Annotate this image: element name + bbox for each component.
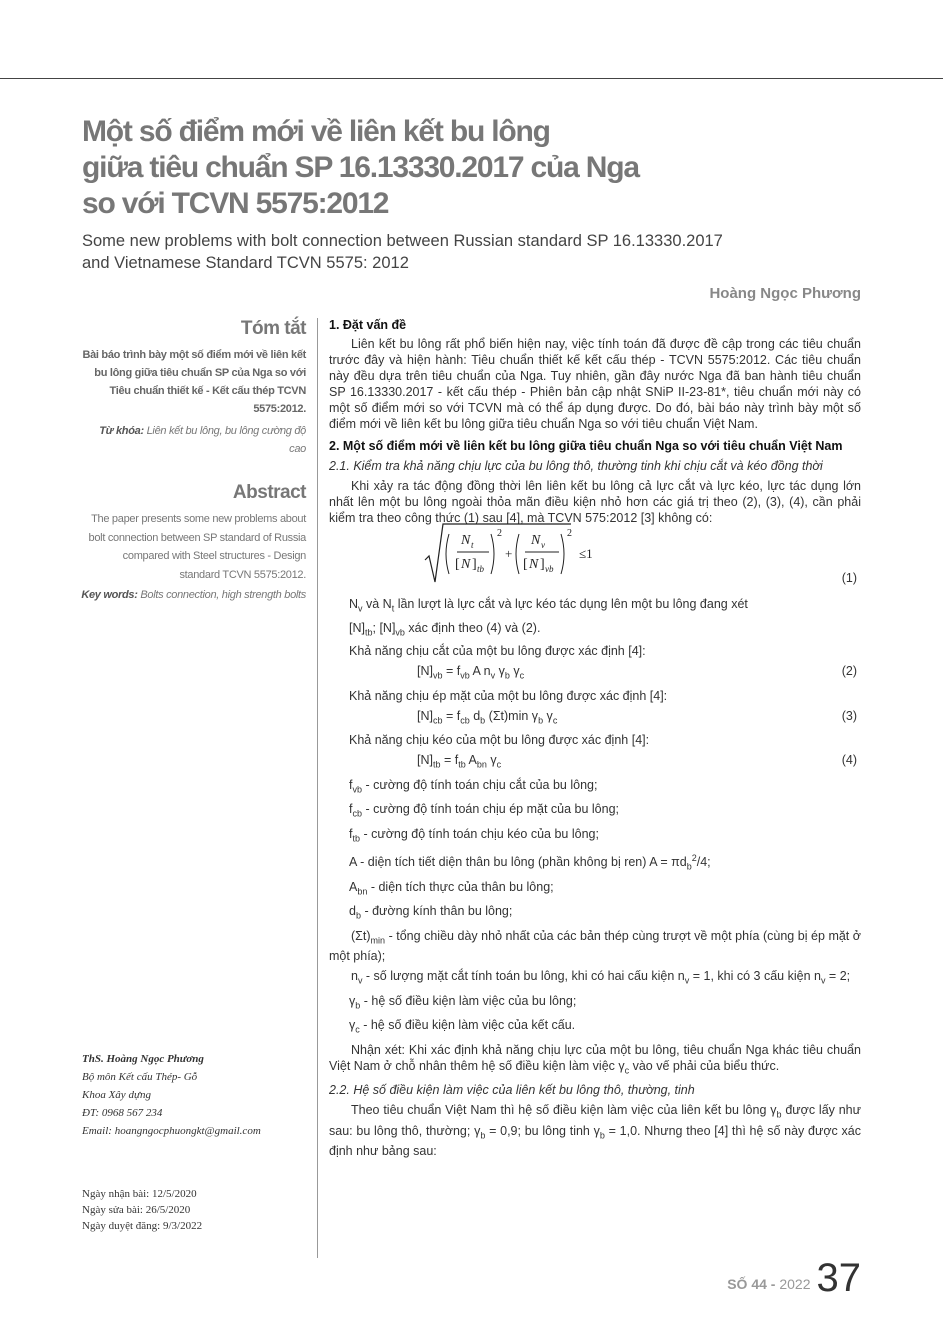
section-2-heading: 2. Một số điểm mới về liên kết bu lông giữa tiêu chuẩn Nga so với tiêu chuẩn Việt Nam [329,439,843,453]
def-fvb: $f_{vb}$ - cường độ tính toán chịu cắt của bu lông; [349,777,598,794]
svg-text:+: + [505,546,513,561]
title-line-1: Một số điểm mới về liên kết bu lông [82,115,550,148]
def-fcb: $f_{cb}$ - cường độ tính toán chịu ép mặt của bu lông; [349,802,620,819]
summary-text: Bài báo trình bày một số điểm mới về liên kết bu lông giữa tiêu chuẩn SP của Nga so với Tiêu chuẩn thiết kế - Kết cấu thép TCVN 5575:2012. [82,349,306,415]
svg-text:vb: vb [545,564,554,574]
bearing-capacity-line: Khả năng chịu ép mặt của một bu lông được xác định [4]: [349,688,668,703]
keywords-en [80,584,306,606]
equation-4-formula: $[N]_{tb} = f_{tb}$ $A_{bn}$ $\gamma_c$ [417,753,502,770]
author-info [82,1050,312,1140]
column-divider [317,318,318,1258]
title-line-2: giữa tiêu chuẩn SP 16.13330.2017 của Nga [82,151,639,184]
issue-label: SỐ 44 - 2022 [727,1276,811,1292]
abstract-text: The paper presents some new problems about bolt connection between SP standard of Russia compared with Steel structures - Design standard TCVN 5575:2012. [88,513,306,581]
subtitle-line-1: Some new problems with bolt connection between Russian standard SP 16.13330.2017 [82,232,723,250]
author-info-email: Email: hoangngocphuongkt@gmail.com [82,1125,261,1137]
svg-text:v: v [541,540,545,550]
date-received: Ngày nhận bài: 12/5/2020 [82,1188,197,1200]
svg-text:N: N [461,533,471,548]
def-ntb-nvb: $[N]_{tb}$; $[N]_{vb}$ xác định theo (4) và (2). [349,620,541,637]
equation-4-number: (4) [841,753,857,767]
equation-2-formula: $[N]_{vb} = f_{vb}$ A $n_v$ $\gamma_b$ $\gamma_c$ [417,664,525,681]
svg-text:[: [ [523,557,528,572]
keywords-vi [80,422,306,458]
article-title [82,114,882,222]
svg-text:N: N [461,557,471,572]
svg-text:2: 2 [567,528,572,539]
svg-text:[: [ [455,557,460,572]
section-2-1-heading: 2.1. Kiểm tra khả năng chịu lực của bu lông thô, thường tinh khi chịu cắt và kéo đồng thời [329,459,823,473]
keywords-en-text: Bolts connection, high strength bolts [140,589,306,601]
def-nv-nt: $N_v$ và $N_t$ lần lượt là lực cắt và lực kéo tác dụng lên một bu lông đang xét [349,597,748,614]
equation-1-number: (1) [841,571,857,585]
section-2-2-heading: 2.2. Hệ số điều kiện làm việc của liên kết bu lông thô, thường, tinh [329,1083,695,1098]
equation-1 [329,526,861,596]
equation-3-number: (3) [841,708,857,723]
equation-1-formula [421,522,621,586]
section-1-heading: 1. Đặt vấn đề [329,318,407,332]
abstract-heading: Abstract [232,482,306,503]
section-1-paragraph: Liên kết bu lông rất phổ biến hiện nay, việc tính toán đã được đề cập trong các tiêu chuẩn trước đây và hiện hành: Tiêu chuẩn thiết kế kết cấu thép - TCVN 5575:2012. Các tiêu chuẩn này đều dựa trên tiêu chuẩn của Nga. Tuy nhiên, gần đây nước Nga đã ban hành tiêu chuẩn SP 16.13330.2017 - kết cấu thép - Phiên bản cập nhật SNiP II-23-81*, tiêu chuẩn mới này có một số điểm mới so với TCVN mà có thể áp dụng được. Do đó, bài báo này trình bày một số điểm mới về liên kết bu lông giữa tiêu chuẩn Nga so với tiêu chuẩn Việt Nam. [329,337,861,431]
svg-text:2: 2 [497,528,502,539]
svg-text:tb: tb [477,564,485,574]
title-line-3: so với TCVN 5575:2012 [82,187,389,220]
shear-capacity-line: Khả năng chịu cắt của một bu lông được xác định [4]: [349,644,646,658]
date-accepted: Ngày duyệt đăng: 9/3/2022 [82,1220,203,1232]
article-dates [82,1186,202,1234]
def-nv: $n_v$ - số lượng mặt cắt tính toán bu lông, khi có hai cấu kiện $n_v = 1$, khi có 3 cấu kiện $n_v = 2$; [351,969,851,986]
author-info-phone: ĐT: 0968 567 234 [82,1107,163,1119]
svg-text:N: N [531,533,541,548]
tension-capacity-line: Khả năng chịu kéo của một bu lông được xác định [4]: [349,733,650,747]
def-abn: $A_{bn}$ - diện tích thực của thân bu lông; [349,879,554,897]
english-subtitle [82,230,882,274]
def-ftb: $f_{tb}$ - cường độ tính toán chịu kéo của bu lông; [349,826,599,843]
date-revised: Ngày sửa bài: 26/5/2020 [82,1204,191,1216]
sidebar [80,318,306,606]
def-a: A - diện tích tiết diện thân bu lông (phần không bị ren) $A = \pi d_b^2/4$; [349,853,711,872]
equation-3 [329,708,861,729]
def-yc: $\gamma_c$ - hệ số điều kiện làm việc của kết cấu. [349,1018,576,1035]
svg-text:]: ] [540,557,545,572]
equation-2-number: (2) [841,664,857,678]
equation-4 [329,752,861,773]
def-sumt: $(\Sigma t)_{min}$ - tổng chiều dày nhỏ nhất của các bản thép cùng trượt về một phía (cùng bị ép mặt ở một phía); [329,928,861,964]
page-footer [727,1258,861,1298]
top-rule [0,78,943,79]
author-info-dept: Bộ môn Kết cấu Thép- Gỗ [82,1071,198,1083]
summary-heading: Tóm tắt [240,318,306,339]
def-db: $d_b$ - đường kính thân bu lông; [349,904,513,921]
keywords-vi-text: Liên kết bu lông, bu lông cường độ cao [146,425,306,455]
author-info-name: ThS. Hoàng Ngọc Phương [82,1053,204,1065]
equation-3-formula: $[N]_{cb} = f_{cb}$ $d_b$ (Σt)min $\gamma_b$ $\gamma_c$ [417,708,558,725]
svg-text:t: t [471,540,474,550]
main-column [329,317,861,1159]
section-2-2-paragraph: Theo tiêu chuẩn Việt Nam thì hệ số điều kiện làm việc của liên kết bu lông $\gamma_b$ được lấy như sau: bu lông thô, thường; $\gamma_b = 0,9$; bu lông tinh $\gamma_b = 1,0$. Nhưng theo [4] thì hệ số này được xác định như bảng sau: [329,1103,861,1159]
page-number: 37 [816,1256,861,1300]
keywords-vi-label: Từ khóa: [99,425,144,437]
remark-paragraph: Nhận xét: Khi xác định khả năng chịu lực của một bu lông, tiêu chuẩn Nga khác tiêu chuẩn Việt Nam ở chỗ nhân thêm hệ số điều kiện làm việc $\gamma_c$ vào vế phải của biểu thức. [329,1042,861,1076]
equation-2 [329,663,861,684]
svg-text:]: ] [472,557,477,572]
subtitle-line-2: and Vietnamese Standard TCVN 5575: 2012 [82,254,409,272]
author-info-faculty: Khoa Xây dựng [82,1089,151,1101]
def-yb: $\gamma_b$ - hệ số điều kiện làm việc của bu lông; [349,993,577,1011]
author-name: Hoàng Ngọc Phương [709,285,861,302]
svg-text:≤1: ≤1 [579,546,593,561]
svg-text:N: N [529,557,539,572]
section-2-1-paragraph: Khi xảy ra tác động đồng thời lên liên kết bu lông cả lực cắt và lực kéo, lực tác dụng lớn nhất lên một bu lông ngoài thỏa mãn điều kiện nhỏ hơn các giá trị theo (2), (3), (4), cần phải kiểm tra theo công thức (1) sau [4], mà TCVN 575:2012 [3] không có: [329,479,861,525]
keywords-en-label: Key words: [81,589,138,601]
